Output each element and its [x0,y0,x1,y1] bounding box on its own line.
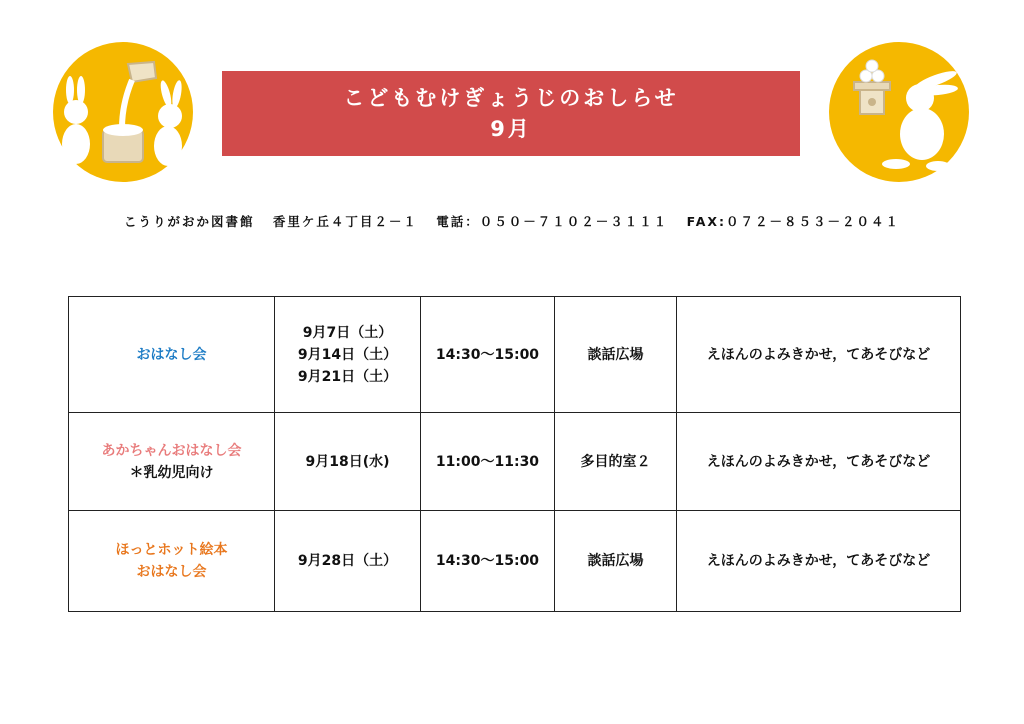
event-name-cell [69,511,275,612]
table-row [69,511,961,612]
events-table [68,296,961,612]
event-content: えほんのよみきかせ，てあそびなど [677,413,961,511]
event-content: えほんのよみきかせ，てあそびなど [677,511,961,612]
event-name: ほっとホット絵本 [115,542,228,558]
library-address: 香里ケ丘４丁目２－１ [272,214,418,229]
event-time: 14:30～15:00 [421,511,555,612]
event-date: 9月14日（土） [297,346,398,363]
event-name: おはなし会 [136,564,207,580]
rabbit-dango-illustration [826,42,972,182]
event-time: 11:00～11:30 [421,413,555,511]
event-content: えほんのよみきかせ，てあそびなど [677,297,961,413]
event-date: 9月18日(水) [305,453,390,470]
event-dates-cell [275,413,421,511]
table-row [69,413,961,511]
title-banner [222,71,800,156]
event-name-cell [69,297,275,413]
library-name: こうりがおか図書館 [123,214,255,229]
library-info [0,212,1024,230]
event-note: ＊乳幼児向け [129,464,214,481]
event-place: 談話広場 [555,511,677,612]
event-date: 9月28日（土） [297,553,398,569]
page-subtitle-month: 9月 [490,116,532,141]
library-phone: 電話：０５０－７１０２－３１１１ [436,214,669,229]
event-name: あかちゃんおはなし会 [101,442,242,459]
page-title: こどもむけぎょうじのおしらせ [343,85,679,110]
event-name-cell [69,413,275,511]
event-time: 14:30～15:00 [421,297,555,413]
event-date: 9月21日（土） [297,368,398,385]
event-dates-cell [275,511,421,612]
rabbits-mochi-illustration [50,42,197,182]
table-row [69,297,961,413]
library-fax: FAX:０７２－８５３－２０４１ [686,214,901,229]
event-dates-cell [275,297,421,413]
event-place: 多目的室２ [555,413,677,511]
event-date: 9月7日（土） [302,324,393,341]
event-place: 談話広場 [555,297,677,413]
event-name: おはなし会 [136,346,207,363]
